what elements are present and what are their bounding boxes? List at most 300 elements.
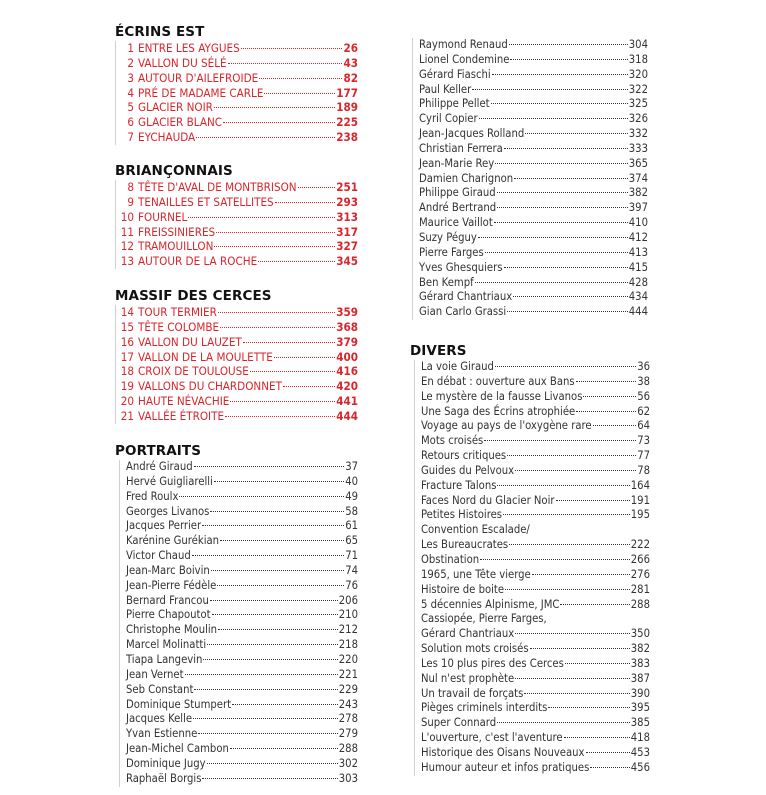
toc-entry[interactable] — [116, 225, 358, 240]
entry-title: Gian Carlo Grassi — [419, 305, 507, 319]
entry-page-number: 322 — [628, 82, 648, 96]
entry-page-number: 288 — [630, 597, 650, 611]
entry-title: Historique des Oisans Nouveaux — [421, 745, 585, 759]
toc-entry[interactable] — [415, 523, 650, 538]
toc-entry[interactable] — [413, 142, 648, 157]
dot-leader — [241, 48, 343, 49]
dot-leader — [258, 261, 335, 262]
dot-leader — [480, 559, 630, 560]
entry-page-number: 61 — [345, 519, 358, 533]
entry-title: Paul Keller — [419, 82, 472, 96]
toc-entry[interactable] — [116, 41, 358, 56]
toc-entry[interactable] — [413, 305, 648, 320]
entry-page-number: 71 — [345, 549, 358, 563]
entry-page-number: 220 — [338, 652, 358, 666]
section-divers — [410, 342, 650, 776]
entry-title: Marcel Molinatti — [126, 638, 207, 652]
dot-leader — [509, 44, 628, 45]
toc-entry[interactable] — [116, 394, 358, 409]
entry-title: Les 10 plus pires des Cerces — [421, 656, 564, 670]
entry-title: GLACIER NOIR — [138, 100, 213, 115]
toc-entry[interactable] — [120, 683, 358, 698]
entry-title: PRÉ DE MADAME CARLE — [138, 85, 264, 100]
toc-entry[interactable] — [116, 320, 358, 335]
toc-entry[interactable] — [120, 490, 358, 505]
entry-title: Raymond Renaud — [419, 38, 508, 51]
entry-page-number: 279 — [338, 727, 358, 741]
entry-page-number: 37 — [345, 460, 358, 473]
entry-title: 5 décennies Alpinisme, JMC — [421, 597, 560, 611]
entry-title: TÊTE COLOMBE — [138, 319, 220, 334]
toc-entry[interactable] — [415, 731, 650, 746]
toc-entry[interactable] — [120, 742, 358, 757]
entry-title: HAUTE NÉVACHIE — [138, 394, 230, 409]
toc-entry[interactable] — [116, 364, 358, 379]
toc-entry[interactable] — [413, 38, 648, 53]
toc-entry[interactable] — [415, 657, 650, 672]
entry-page-number: 62 — [637, 404, 650, 418]
entry-title: Solution mots croisés — [421, 642, 529, 656]
entry-title: Dominique Jugy — [126, 756, 206, 770]
entry-title: Convention Escalade/ — [421, 523, 530, 537]
toc-entry[interactable] — [116, 115, 358, 130]
toc-entry[interactable] — [413, 172, 648, 187]
toc-entry[interactable] — [415, 494, 650, 509]
toc-entry[interactable] — [415, 538, 650, 553]
toc-entry[interactable] — [415, 746, 650, 761]
entry-page-number: 229 — [338, 682, 358, 696]
dot-leader — [203, 659, 337, 660]
toc-entry[interactable] — [413, 83, 648, 98]
toc-entry[interactable] — [413, 276, 648, 291]
toc-entry[interactable] — [120, 549, 358, 564]
entry-page-number: 222 — [630, 538, 650, 552]
dot-leader — [495, 163, 628, 164]
toc-entry[interactable] — [415, 434, 650, 449]
dot-leader — [194, 466, 345, 467]
dot-leader — [564, 737, 630, 738]
entry-page-number: 412 — [628, 230, 648, 244]
entry-page-number: 56 — [637, 389, 650, 403]
toc-entry[interactable] — [413, 97, 648, 112]
entry-page-number: 78 — [637, 463, 650, 477]
dot-leader — [250, 371, 335, 372]
entry-page-number: 390 — [630, 686, 650, 700]
dot-leader — [497, 722, 630, 723]
dot-leader — [196, 137, 335, 138]
toc-entry[interactable] — [116, 335, 358, 350]
dot-leader — [484, 440, 636, 441]
toc-entry[interactable] — [116, 56, 358, 71]
section-portraits-continued — [412, 38, 648, 320]
entry-number: 17 — [120, 349, 134, 364]
dot-leader — [586, 752, 630, 753]
entry-page-number: 441 — [336, 394, 358, 409]
entry-title: Christian Ferrera — [419, 141, 503, 155]
toc-list — [115, 41, 358, 145]
toc-entry[interactable] — [120, 698, 358, 713]
dot-leader — [485, 252, 628, 253]
entry-page-number: 64 — [637, 419, 650, 433]
dot-leader — [211, 570, 344, 571]
dot-leader — [515, 470, 636, 471]
dot-leader — [217, 585, 344, 586]
toc-entry[interactable] — [116, 180, 358, 195]
entry-title: Karénine Gurékian — [126, 534, 220, 548]
toc-entry[interactable] — [415, 583, 650, 598]
entry-title: Guides du Pelvoux — [421, 463, 515, 477]
dot-leader — [524, 693, 629, 694]
dot-leader — [530, 648, 630, 649]
dot-leader — [243, 342, 335, 343]
toc-entry[interactable] — [413, 216, 648, 231]
toc-entry[interactable] — [415, 672, 650, 687]
entry-page-number: 76 — [345, 578, 358, 592]
entry-page-number: 36 — [637, 360, 650, 373]
toc-entry[interactable] — [120, 519, 358, 534]
toc-entry[interactable] — [415, 390, 650, 405]
entry-title: VALLÉE ÉTROITE — [138, 408, 225, 423]
dot-leader — [556, 500, 630, 501]
entry-page-number: 38 — [637, 374, 650, 388]
entry-number: 14 — [120, 305, 134, 319]
entry-page-number: 397 — [628, 201, 648, 215]
dot-leader — [212, 614, 338, 615]
dot-leader — [230, 401, 335, 402]
entry-number: 9 — [127, 194, 134, 209]
toc-entry[interactable] — [415, 553, 650, 568]
entry-page-number: 444 — [336, 408, 358, 423]
toc-entry[interactable] — [413, 231, 648, 246]
toc-entry[interactable] — [415, 642, 650, 657]
entry-page-number: 420 — [336, 379, 358, 394]
entry-page-number: 40 — [345, 474, 358, 488]
dot-leader — [298, 187, 336, 188]
section-ecrins-est — [115, 23, 358, 145]
entry-title: Jean Vernet — [126, 667, 184, 681]
entry-title: Jean-Marc Boivin — [126, 563, 210, 577]
toc-entry[interactable] — [415, 405, 650, 420]
dot-leader — [220, 540, 344, 541]
entry-page-number: 218 — [338, 638, 358, 652]
toc-entry[interactable] — [120, 564, 358, 579]
section-heading: ÉCRINS EST — [115, 24, 205, 40]
section-heading: PORTRAITS — [115, 443, 202, 459]
entry-page-number: 350 — [630, 627, 650, 641]
entry-page-number: 345 — [336, 254, 358, 269]
entry-page-number: 313 — [336, 209, 358, 224]
entry-title: Humour auteur et infos pratiques — [421, 760, 590, 774]
entry-number: 21 — [120, 408, 134, 423]
entry-page-number: 434 — [628, 290, 648, 304]
entry-page-number: 382 — [628, 186, 648, 200]
toc-entry[interactable] — [415, 627, 650, 642]
entry-page-number: 320 — [628, 67, 648, 81]
entry-page-number: 278 — [338, 712, 358, 726]
section-heading: DIVERS — [410, 343, 467, 359]
entry-title: FREISSINIERES — [138, 224, 216, 239]
dot-leader — [494, 222, 628, 223]
entry-page-number: 413 — [628, 245, 648, 259]
entry-page-number: 58 — [345, 504, 358, 518]
toc-entry[interactable] — [415, 479, 650, 494]
entry-number: 4 — [127, 85, 134, 100]
entry-number: 18 — [120, 364, 134, 379]
dot-leader — [505, 589, 630, 590]
dot-leader — [228, 63, 343, 64]
entry-title: Histoire de boite — [421, 582, 505, 596]
entry-number: 8 — [127, 180, 134, 194]
toc-entry[interactable] — [120, 608, 358, 623]
entry-page-number: 387 — [630, 671, 650, 685]
toc-entry[interactable] — [120, 460, 358, 475]
entry-title: Super Connard — [421, 716, 497, 730]
entry-page-number: 49 — [345, 489, 358, 503]
dot-leader — [475, 282, 628, 283]
entry-title: Retours critiques — [421, 449, 507, 463]
toc-entry[interactable] — [116, 71, 358, 86]
toc-entry[interactable] — [120, 534, 358, 549]
dot-leader — [274, 357, 335, 358]
section-portraits — [115, 442, 358, 787]
dot-leader — [495, 366, 636, 367]
entry-title: Jacques Kelle — [126, 712, 193, 726]
entry-page-number: 395 — [630, 701, 650, 715]
entry-title: Lionel Condemine — [419, 52, 510, 66]
toc-entry[interactable] — [120, 757, 358, 772]
toc-entry[interactable] — [116, 409, 358, 424]
dot-leader — [507, 455, 636, 456]
entry-title: Bernard Francou — [126, 593, 209, 607]
toc-entry[interactable] — [415, 761, 650, 776]
dot-leader — [503, 514, 630, 515]
entry-page-number: 318 — [628, 52, 648, 66]
toc-entry[interactable] — [413, 186, 648, 201]
entry-page-number: 333 — [628, 141, 648, 155]
entry-page-number: 164 — [630, 478, 650, 492]
toc-entry[interactable] — [415, 419, 650, 434]
dot-leader — [513, 296, 628, 297]
toc-entry[interactable] — [116, 130, 358, 145]
toc-entry[interactable] — [116, 86, 358, 101]
toc-entry[interactable] — [120, 772, 358, 787]
toc-entry[interactable] — [413, 261, 648, 276]
entry-page-number: 382 — [630, 642, 650, 656]
toc-entry[interactable] — [120, 623, 358, 638]
entry-title: VALLON DE LA MOULETTE — [138, 349, 273, 364]
toc-entry[interactable] — [415, 716, 650, 731]
entry-title: Voyage au pays de l'oxygène rare — [421, 419, 592, 433]
entry-page-number: 327 — [336, 239, 358, 254]
toc-entry[interactable] — [415, 568, 650, 583]
dot-leader — [593, 425, 637, 426]
entry-page-number: 326 — [628, 112, 648, 126]
entry-title: Petites Histoires — [421, 508, 503, 522]
toc-entry[interactable] — [116, 239, 358, 254]
toc-entry[interactable] — [116, 305, 358, 320]
dot-leader — [225, 416, 335, 417]
entry-title: L'ouverture, c'est l'aventure — [421, 731, 563, 745]
entry-title: Damien Charignon — [419, 171, 514, 185]
entry-title: Une Saga des Écrins atrophiée — [421, 404, 576, 418]
entry-title: Christophe Moulin — [126, 623, 218, 637]
toc-entry[interactable] — [415, 375, 650, 390]
entry-number: 7 — [127, 130, 134, 145]
toc-entry[interactable] — [120, 727, 358, 742]
entry-page-number: 221 — [338, 667, 358, 681]
toc-entry[interactable] — [415, 464, 650, 479]
toc-entry[interactable] — [120, 668, 358, 683]
dot-leader — [515, 633, 630, 634]
entry-title: Cyril Copier — [419, 112, 478, 126]
entry-title: Cassiopée, Pierre Farges, — [421, 612, 547, 626]
entry-title: Jean-Pierre Fédèle — [126, 578, 217, 592]
entry-title: Les Bureaucrates — [421, 538, 509, 552]
toc-entry[interactable] — [413, 201, 648, 216]
dot-leader — [525, 133, 628, 134]
entry-title: Un travail de forçats — [421, 686, 524, 700]
toc-entry[interactable] — [413, 68, 648, 83]
entry-number: 3 — [127, 70, 134, 85]
entry-title: GLACIER BLANC — [138, 115, 223, 130]
entry-page-number: 444 — [628, 305, 648, 319]
entry-number: 10 — [120, 209, 134, 224]
entry-number: 6 — [127, 115, 134, 130]
toc-entry[interactable] — [415, 687, 650, 702]
toc-entry[interactable] — [415, 449, 650, 464]
toc-entry[interactable] — [415, 360, 650, 375]
dot-leader — [492, 74, 628, 75]
entry-title: AUTOUR DE LA ROCHE — [138, 254, 258, 269]
dot-leader — [515, 678, 630, 679]
entry-number: 2 — [127, 55, 134, 70]
entry-number: 15 — [120, 319, 134, 334]
toc-list — [115, 305, 358, 424]
entry-title: André Bertrand — [419, 201, 497, 215]
toc-entry[interactable] — [120, 638, 358, 653]
entry-title: Nul n'est prophète — [421, 671, 515, 685]
entry-title: Philippe Pellet — [419, 97, 490, 111]
entry-page-number: 302 — [338, 756, 358, 770]
dot-leader — [478, 237, 628, 238]
entry-page-number: 374 — [628, 171, 648, 185]
entry-number: 16 — [120, 334, 134, 349]
dot-leader — [507, 311, 628, 312]
toc-entry[interactable] — [120, 712, 358, 727]
section-brianconnais — [115, 162, 358, 269]
section-heading: BRIANÇONNAIS — [115, 163, 233, 179]
entry-title: Tiapa Langevin — [126, 652, 203, 666]
entry-page-number: 243 — [338, 697, 358, 711]
dot-leader — [214, 107, 335, 108]
entry-number: 20 — [120, 394, 134, 409]
entry-page-number: 195 — [630, 508, 650, 522]
dot-leader — [504, 267, 628, 268]
dot-leader — [576, 411, 636, 412]
entry-page-number: 368 — [336, 319, 358, 334]
toc-entry[interactable] — [120, 594, 358, 609]
entry-title: TRAMOUILLON — [138, 239, 214, 254]
entry-number: 1 — [127, 41, 134, 55]
toc-entry[interactable] — [413, 290, 648, 305]
toc-entry[interactable] — [415, 598, 650, 613]
entry-title: Gérard Chantriaux — [421, 627, 515, 641]
dot-leader — [210, 600, 338, 601]
toc-entry[interactable] — [116, 210, 358, 225]
entry-title: Obstination — [421, 552, 480, 566]
entry-title: Pierre Chapoutot — [126, 608, 211, 622]
dot-leader — [491, 103, 628, 104]
dot-leader — [192, 555, 344, 556]
dot-leader — [230, 748, 338, 749]
entry-page-number: 416 — [336, 364, 358, 379]
entry-title: Dominique Stumpert — [126, 697, 232, 711]
entry-page-number: 177 — [336, 85, 358, 100]
dot-leader — [218, 312, 335, 313]
entry-title: VALLONS DU CHARDONNET — [138, 379, 282, 394]
toc-entry[interactable] — [413, 127, 648, 142]
entry-number: 19 — [120, 379, 134, 394]
toc-entry[interactable] — [413, 53, 648, 68]
entry-page-number: 77 — [637, 449, 650, 463]
entry-page-number: 43 — [343, 55, 358, 70]
toc-entry[interactable] — [415, 701, 650, 716]
entry-title: Georges Livanos — [126, 504, 210, 518]
entry-page-number: 418 — [630, 731, 650, 745]
toc-entry[interactable] — [413, 246, 648, 261]
entry-title: TENAILLES ET SATELLITES — [138, 194, 274, 209]
dot-leader — [497, 207, 628, 208]
entry-title: Victor Chaud — [126, 549, 191, 563]
toc-entry[interactable] — [116, 195, 358, 210]
entry-title: André Giraud — [126, 460, 193, 473]
dot-leader — [210, 511, 344, 512]
entry-page-number: 428 — [628, 275, 648, 289]
entry-page-number: 26 — [343, 41, 358, 55]
entry-page-number: 212 — [338, 623, 358, 637]
dot-leader — [510, 59, 627, 60]
toc-entry[interactable] — [116, 379, 358, 394]
entry-title: CROIX DE TOULOUSE — [138, 364, 249, 379]
dot-leader — [565, 663, 630, 664]
toc-entry[interactable] — [116, 350, 358, 365]
dot-leader — [198, 733, 337, 734]
dot-leader — [275, 202, 336, 203]
entry-page-number: 251 — [336, 180, 358, 194]
toc-entry[interactable] — [413, 112, 648, 127]
entry-page-number: 453 — [630, 745, 650, 759]
entry-page-number: 332 — [628, 127, 648, 141]
toc-entry[interactable] — [116, 254, 358, 269]
entry-page-number: 304 — [628, 38, 648, 51]
toc-entry[interactable] — [120, 579, 358, 594]
entry-page-number: 383 — [630, 656, 650, 670]
toc-entry[interactable] — [120, 475, 358, 490]
dot-leader — [590, 767, 629, 768]
dot-leader — [264, 93, 335, 94]
dot-leader — [560, 604, 629, 605]
entry-title: Gérard Fiaschi — [419, 67, 491, 81]
toc-entry[interactable] — [116, 100, 358, 115]
toc-entry[interactable] — [415, 612, 650, 627]
toc-entry[interactable] — [415, 508, 650, 523]
entry-title: Mots croisés — [421, 434, 484, 448]
toc-entry[interactable] — [120, 505, 358, 520]
toc-entry[interactable] — [120, 653, 358, 668]
toc-entry[interactable] — [413, 157, 648, 172]
dot-leader — [472, 89, 628, 90]
entry-page-number: 191 — [630, 493, 650, 507]
